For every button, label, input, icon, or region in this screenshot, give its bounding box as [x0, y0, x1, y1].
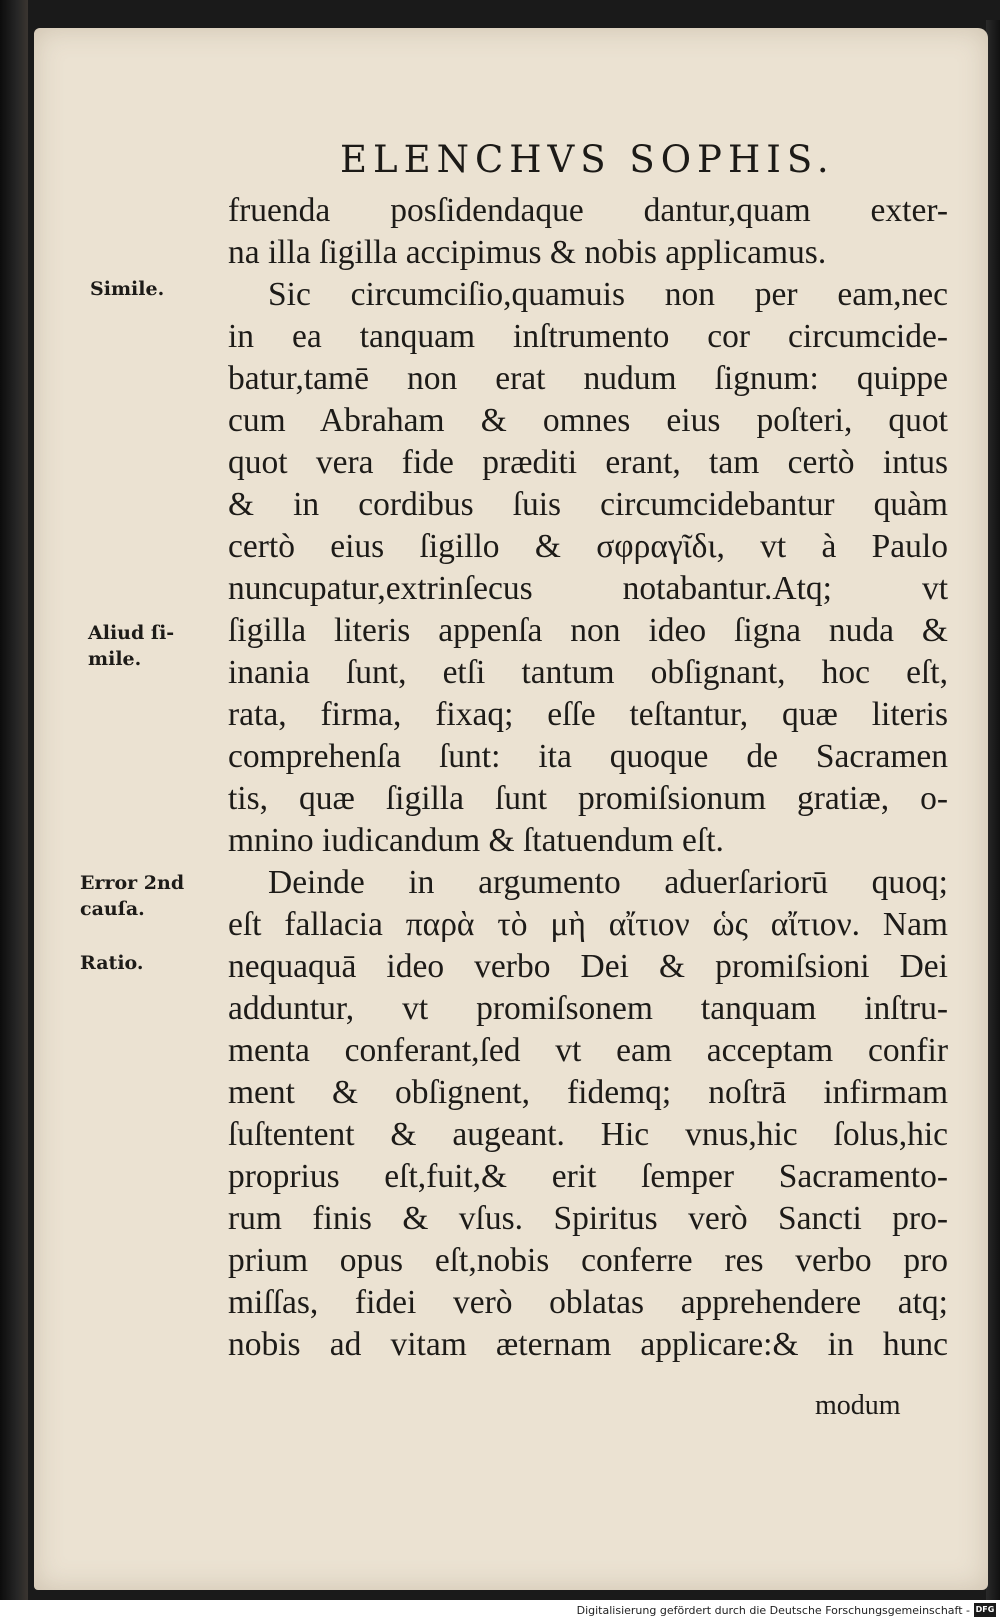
text-line: rata, firma, fixaq; eſſe teſtantur, quæ literis [228, 696, 948, 733]
scan-right-edge [986, 20, 1000, 1600]
dfg-logo: DFG [974, 1603, 996, 1617]
text-line: Deinde in argumento aduerſariorū quoq; [268, 864, 948, 901]
margin-note-aliud-simile-1: Aliud ſi- [88, 622, 175, 644]
text-line: quot vera fide præditi erant, tam certò intus [228, 444, 948, 481]
text-line: miſſas, fidei verò oblatas apprehendere atq; [228, 1284, 948, 1321]
text-line: prium opus eſt,nobis conferre res verbo pro [228, 1242, 948, 1279]
text-line: ment & obſignent, fidemq; noſtrā infirmam [228, 1074, 948, 1111]
text-line: ſigilla literis appenſa non ideo ſigna nuda & [228, 612, 948, 649]
text-line: mnino iudicandum & ſtatuendum eſt. [228, 822, 724, 859]
margin-note-simile: Simile. [90, 278, 165, 300]
text-line: rum finis & vſus. Spiritus verò Sancti pro- [228, 1200, 948, 1237]
text-line: fruenda posſidendaque dantur,quam exter- [228, 192, 948, 229]
text-line: nobis ad vitam æternam applicare:& in hunc [228, 1326, 948, 1363]
text-line: adduntur, vt promiſsonem tanquam inſtru- [228, 990, 948, 1027]
margin-note-aliud-simile-2: mile. [88, 648, 142, 670]
margin-note-error-2: cauſa. [80, 898, 145, 920]
text-line: eſt fallacia παρὰ τὸ μὴ αἴτιον ὡς αἴτιον. Nam [228, 906, 948, 943]
text-line: cum Abraham & omnes eius poſteri, quot [228, 402, 948, 439]
text-line: proprius eſt,fuit,& erit ſemper Sacramento- [228, 1158, 948, 1195]
margin-note-ratio: Ratio. [80, 952, 144, 974]
text-line: in ea tanquam inſtrumento cor circumcide- [228, 318, 948, 355]
digitization-credit: Digitalisierung gefördert durch die Deutsche Forschungsgemeinschaft - [576, 1604, 970, 1617]
book-spine-edge [0, 0, 28, 1600]
running-head: ELENCHVS SOPHIS. [340, 138, 835, 181]
text-line: tis, quæ ſigilla ſunt promiſsionum gratiæ, o- [228, 780, 948, 817]
text-line: inania ſunt, etſi tantum obſignant, hoc eſt, [228, 654, 948, 691]
text-line: comprehenſa ſunt: ita quoque de Sacramen [228, 738, 948, 775]
text-line: certò eius ſigillo & σφραγῖδι, vt à Paulo [228, 528, 948, 565]
text-line: ſuſtentent & augeant. Hic vnus,hic ſolus,hic [228, 1116, 948, 1153]
text-line: menta conferant,ſed vt eam acceptam confir [228, 1032, 948, 1069]
text-line: na illa ſigilla accipimus & nobis applicamus. [228, 234, 827, 271]
text-line: batur,tamē non erat nudum ſignum: quippe [228, 360, 948, 397]
text-line: nequaquā ideo verbo Dei & promiſsioni Dei [228, 948, 948, 985]
body-text [228, 190, 948, 1366]
margin-note-error-1: Error 2nd [80, 872, 185, 894]
text-line: Sic circumciſio,quamuis non per eam,nec [268, 276, 948, 313]
text-line: & in cordibus ſuis circumcidebantur quàm [228, 486, 948, 523]
catchword: modum [815, 1390, 901, 1421]
text-line: nuncupatur,extrinſecus notabantur.Atq; vt [228, 570, 948, 607]
